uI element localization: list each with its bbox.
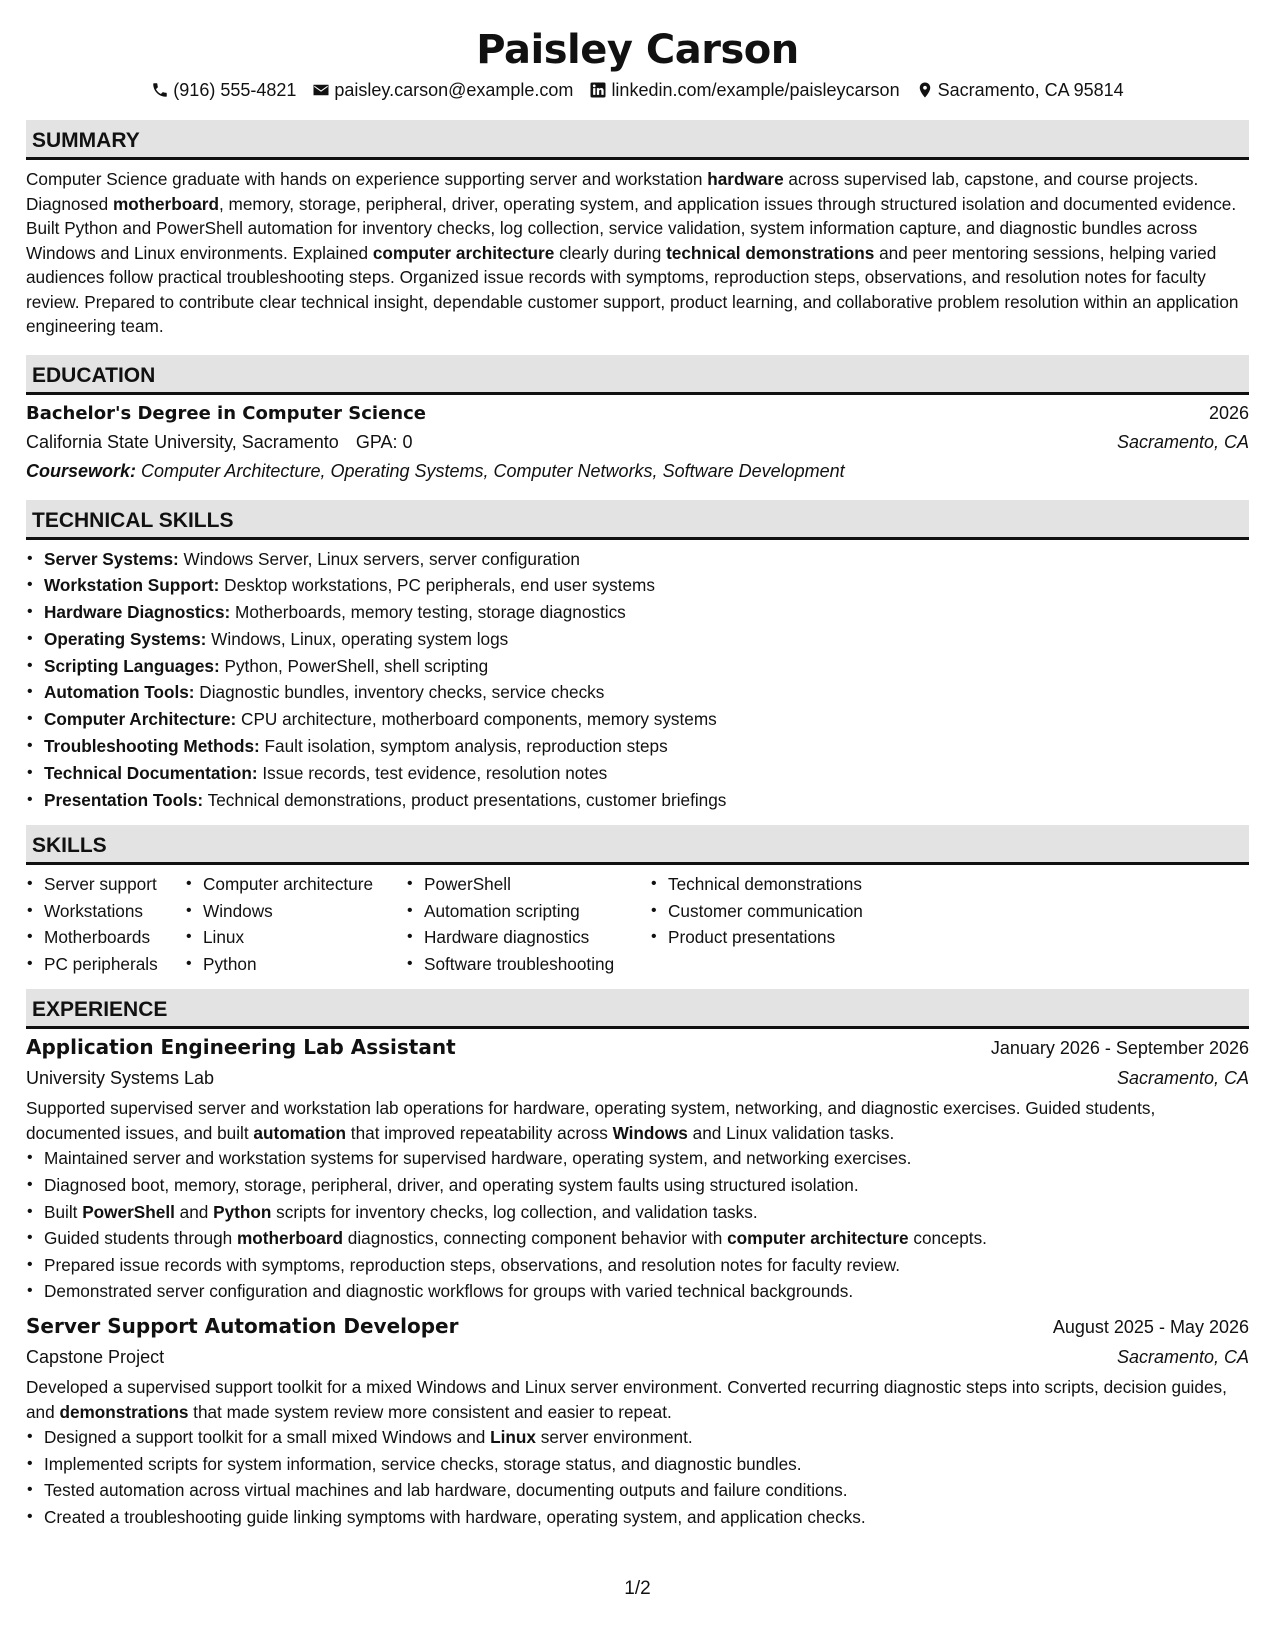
technical-skill-value: Windows Server, Linux servers, server configuration	[178, 548, 580, 569]
text-run: concepts.	[908, 1228, 987, 1249]
text-run: that improved repeatability across	[346, 1122, 613, 1143]
skill-item: • Motherboards	[26, 924, 185, 951]
text-run: Demonstrated server configuration and diagnostic workflows for groups with varied technical backgrounds.	[44, 1281, 854, 1302]
skill-item: • Hardware diagnostics	[406, 924, 650, 951]
text-run: Diagnosed boot, memory, storage, peripheral, driver, and operating system faults using structured isolation.	[44, 1175, 859, 1196]
skills-grid	[26, 871, 1249, 977]
technical-skill-label: Troubleshooting Methods:	[44, 736, 260, 757]
technical-skill-item	[26, 599, 1249, 626]
emphasis-text: technical demonstrations	[666, 242, 875, 263]
text-run: Supported supervised server and workstation lab operations for hardware, operating system, networking, and diagnostic exercises. Guided students, documented issues, and built	[26, 1098, 1156, 1143]
school-name: California State University, Sacramento	[26, 431, 339, 452]
text-run: Computer Science graduate with hands on experience supporting server and workstation	[26, 169, 708, 189]
emphasis-text: Python	[213, 1201, 272, 1222]
linkedin-text: linkedin.com/example/paisleycarson	[611, 80, 900, 100]
technical-skill-label: Technical Documentation:	[44, 762, 258, 783]
resume-page	[26, 0, 1249, 1650]
text-run: Created a troubleshooting guide linking symptoms with hardware, operating system, and application checks.	[44, 1506, 866, 1527]
text-run: that made system review more consistent and easier to repeat.	[188, 1401, 672, 1422]
text-run: Guided students through	[44, 1228, 238, 1249]
text-run: diagnostics, connecting component behavior with	[343, 1228, 728, 1249]
job-entry	[26, 1032, 1249, 1305]
map-pin-icon	[916, 81, 934, 99]
job-title: Server Support Automation Developer	[26, 1314, 459, 1339]
emphasis-text: Windows	[612, 1122, 688, 1143]
contact-bar	[26, 78, 1249, 102]
skills-column	[650, 871, 950, 977]
skill-item: • Computer architecture	[185, 871, 406, 898]
skills-column	[406, 871, 650, 977]
technical-skill-label: Operating Systems:	[44, 628, 207, 649]
technical-skill-label: Automation Tools:	[44, 682, 195, 703]
skill-item: • Server support	[26, 871, 185, 898]
job-location: Sacramento, CA	[1116, 1347, 1249, 1368]
text-run: Developed a supervised support toolkit for a mixed Windows and Linux server environment. Converted recurring diagnostic steps into scripts, decision guides, and	[26, 1377, 1227, 1422]
skill-item: • Automation scripting	[406, 898, 650, 925]
skills-column	[26, 871, 185, 977]
text-run: Tested automation across virtual machines and lab hardware, documenting outputs and failure conditions.	[44, 1480, 848, 1501]
text-run: Implemented scripts for system information, service checks, storage status, and diagnostic bundles.	[44, 1453, 802, 1474]
candidate-name: Paisley Carson	[476, 27, 799, 73]
experience-heading: EXPERIENCE	[26, 989, 1249, 1029]
text-run: Built	[44, 1201, 83, 1222]
technical-skill-value: Windows, Linux, operating system logs	[206, 628, 509, 649]
technical-skill-item	[26, 787, 1249, 814]
school-location: Sacramento, CA	[1116, 431, 1249, 452]
technical-skill-item	[26, 679, 1249, 706]
technical-skill-item	[26, 546, 1249, 573]
summary-heading: SUMMARY	[26, 120, 1249, 160]
skill-item: • PowerShell	[406, 871, 650, 898]
gpa: GPA: 0	[355, 431, 413, 452]
technical-skill-item	[26, 706, 1249, 733]
job-bullet	[26, 1172, 1249, 1199]
technical-skill-value: Motherboards, memory testing, storage diagnostics	[230, 602, 626, 623]
skills-heading: SKILLS	[26, 825, 1249, 865]
degree-title: Bachelor's Degree in Computer Science	[26, 402, 426, 424]
job-dates: August 2025 - May 2026	[1052, 1317, 1249, 1338]
job-title: Application Engineering Lab Assistant	[26, 1035, 456, 1060]
technical-skill-value: CPU architecture, motherboard components, memory systems	[236, 709, 717, 730]
job-bullet	[26, 1145, 1249, 1172]
envelope-icon	[312, 81, 330, 99]
skill-item: • Customer communication	[650, 898, 950, 925]
skill-item: • Windows	[185, 898, 406, 925]
technical-skill-value: Python, PowerShell, shell scripting	[219, 655, 489, 676]
technical-skill-label: Scripting Languages:	[44, 655, 220, 676]
emphasis-text: computer architecture	[727, 1228, 909, 1249]
skills-column	[185, 871, 406, 977]
technical-skills-list	[26, 546, 1249, 814]
location-text: Sacramento, CA 95814	[937, 80, 1124, 100]
emphasis-text: motherboard	[112, 193, 219, 214]
job-bullet	[26, 1252, 1249, 1279]
emphasis-text: motherboard	[237, 1228, 344, 1249]
job-location: Sacramento, CA	[1116, 1068, 1249, 1089]
job-bullet	[26, 1225, 1249, 1252]
emphasis-text: hardware	[707, 169, 784, 189]
technical-skill-item	[26, 626, 1249, 653]
job-summary	[26, 1375, 1249, 1424]
job-bullet	[26, 1477, 1249, 1504]
technical-skills-heading: TECHNICAL SKILLS	[26, 500, 1249, 540]
phone-text: (916) 555-4821	[173, 80, 297, 100]
job-dates: January 2026 - September 2026	[990, 1038, 1249, 1059]
job-organization: Capstone Project	[26, 1347, 165, 1368]
contact-email[interactable]	[312, 78, 573, 102]
emphasis-text: demonstrations	[59, 1401, 189, 1422]
contact-phone[interactable]	[151, 78, 296, 102]
technical-skill-item	[26, 760, 1249, 787]
job-organization: University Systems Lab	[26, 1068, 215, 1089]
text-run: scripts for inventory checks, log collection, and validation tasks.	[271, 1201, 758, 1222]
text-run: Prepared issue records with symptoms, reproduction steps, observations, and resolution notes for faculty review.	[44, 1254, 900, 1275]
job-bullets	[26, 1145, 1249, 1305]
technical-skill-value: Diagnostic bundles, inventory checks, service checks	[194, 682, 605, 703]
summary-text	[26, 167, 1249, 339]
technical-skill-item	[26, 733, 1249, 760]
job-bullets	[26, 1424, 1249, 1530]
contact-linkedin[interactable]	[589, 78, 899, 102]
text-run: and Linux validation tasks.	[687, 1122, 895, 1143]
emphasis-text: PowerShell	[82, 1201, 175, 1222]
technical-skill-value: Issue records, test evidence, resolution notes	[257, 762, 608, 783]
technical-skill-label: Presentation Tools:	[44, 789, 204, 810]
skill-item: • Linux	[185, 924, 406, 951]
text-run: and	[174, 1201, 214, 1222]
job-bullet	[26, 1504, 1249, 1531]
page-number: 1/2	[624, 1578, 651, 1599]
job-bullet	[26, 1278, 1249, 1305]
skill-item: • Software troubleshooting	[406, 951, 650, 978]
graduation-year: 2026	[1208, 402, 1249, 423]
technical-skill-item	[26, 653, 1249, 680]
technical-skill-label: Computer Architecture:	[44, 709, 237, 730]
technical-skill-item	[26, 572, 1249, 599]
job-bullet	[26, 1451, 1249, 1478]
emphasis-text: automation	[253, 1122, 347, 1143]
skill-item: • Technical demonstrations	[650, 871, 950, 898]
technical-skill-label: Hardware Diagnostics:	[44, 602, 231, 623]
contact-location	[916, 78, 1124, 102]
text-run: across supervised lab, capstone, and course projects. Diagnosed	[26, 169, 1199, 214]
technical-skill-value: Fault isolation, symptom analysis, reproduction steps	[259, 736, 668, 757]
phone-icon	[151, 81, 169, 99]
text-run: Designed a support toolkit for a small mixed Windows and	[44, 1427, 491, 1448]
experience-list	[26, 1032, 1249, 1530]
skill-item: • Product presentations	[650, 924, 950, 951]
job-entry	[26, 1311, 1249, 1530]
job-summary	[26, 1096, 1249, 1145]
text-run: Maintained server and workstation systems for supervised hardware, operating system, and networking exercises.	[44, 1148, 912, 1169]
education-entry	[26, 399, 1249, 486]
job-bullet	[26, 1199, 1249, 1226]
coursework-list: Computer Architecture, Operating Systems, Computer Networks, Software Development	[141, 460, 845, 481]
job-bullet	[26, 1424, 1249, 1451]
email-text: paisley.carson@example.com	[334, 80, 574, 100]
technical-skill-value: Desktop workstations, PC peripherals, end user systems	[219, 575, 655, 596]
education-heading: EDUCATION	[26, 355, 1249, 395]
linkedin-icon	[589, 81, 607, 99]
skill-item: • PC peripherals	[26, 951, 185, 978]
text-run: server environment.	[535, 1427, 693, 1448]
coursework-label: Coursework:	[26, 460, 137, 481]
text-run: clearly during	[554, 242, 667, 263]
text-run: and peer mentoring sessions, helping varied audiences follow practical troubleshooting steps. Organized issue records with symptoms, reproduction steps, observations, and resolution notes for faculty review. Prepared to contribute clear technical insight, dependable customer support, product learning, and collaborative problem resolution within an application engineering team.	[26, 242, 1239, 336]
emphasis-text: Linux	[490, 1427, 536, 1448]
skill-item: • Workstations	[26, 898, 185, 925]
technical-skill-value: Technical demonstrations, product presentations, customer briefings	[203, 789, 727, 810]
technical-skill-label: Workstation Support:	[44, 575, 220, 596]
technical-skill-label: Server Systems:	[44, 548, 179, 569]
text-run: , memory, storage, peripheral, driver, operating system, and application issues through structured isolation and documented evidence. Built Python and PowerShell automation for inventory checks, log collection, service validation, system information capture, and diagnostic bundles across Windows and Linux environments. Explained	[26, 193, 1237, 263]
emphasis-text: computer architecture	[372, 242, 555, 263]
skill-item: • Python	[185, 951, 406, 978]
